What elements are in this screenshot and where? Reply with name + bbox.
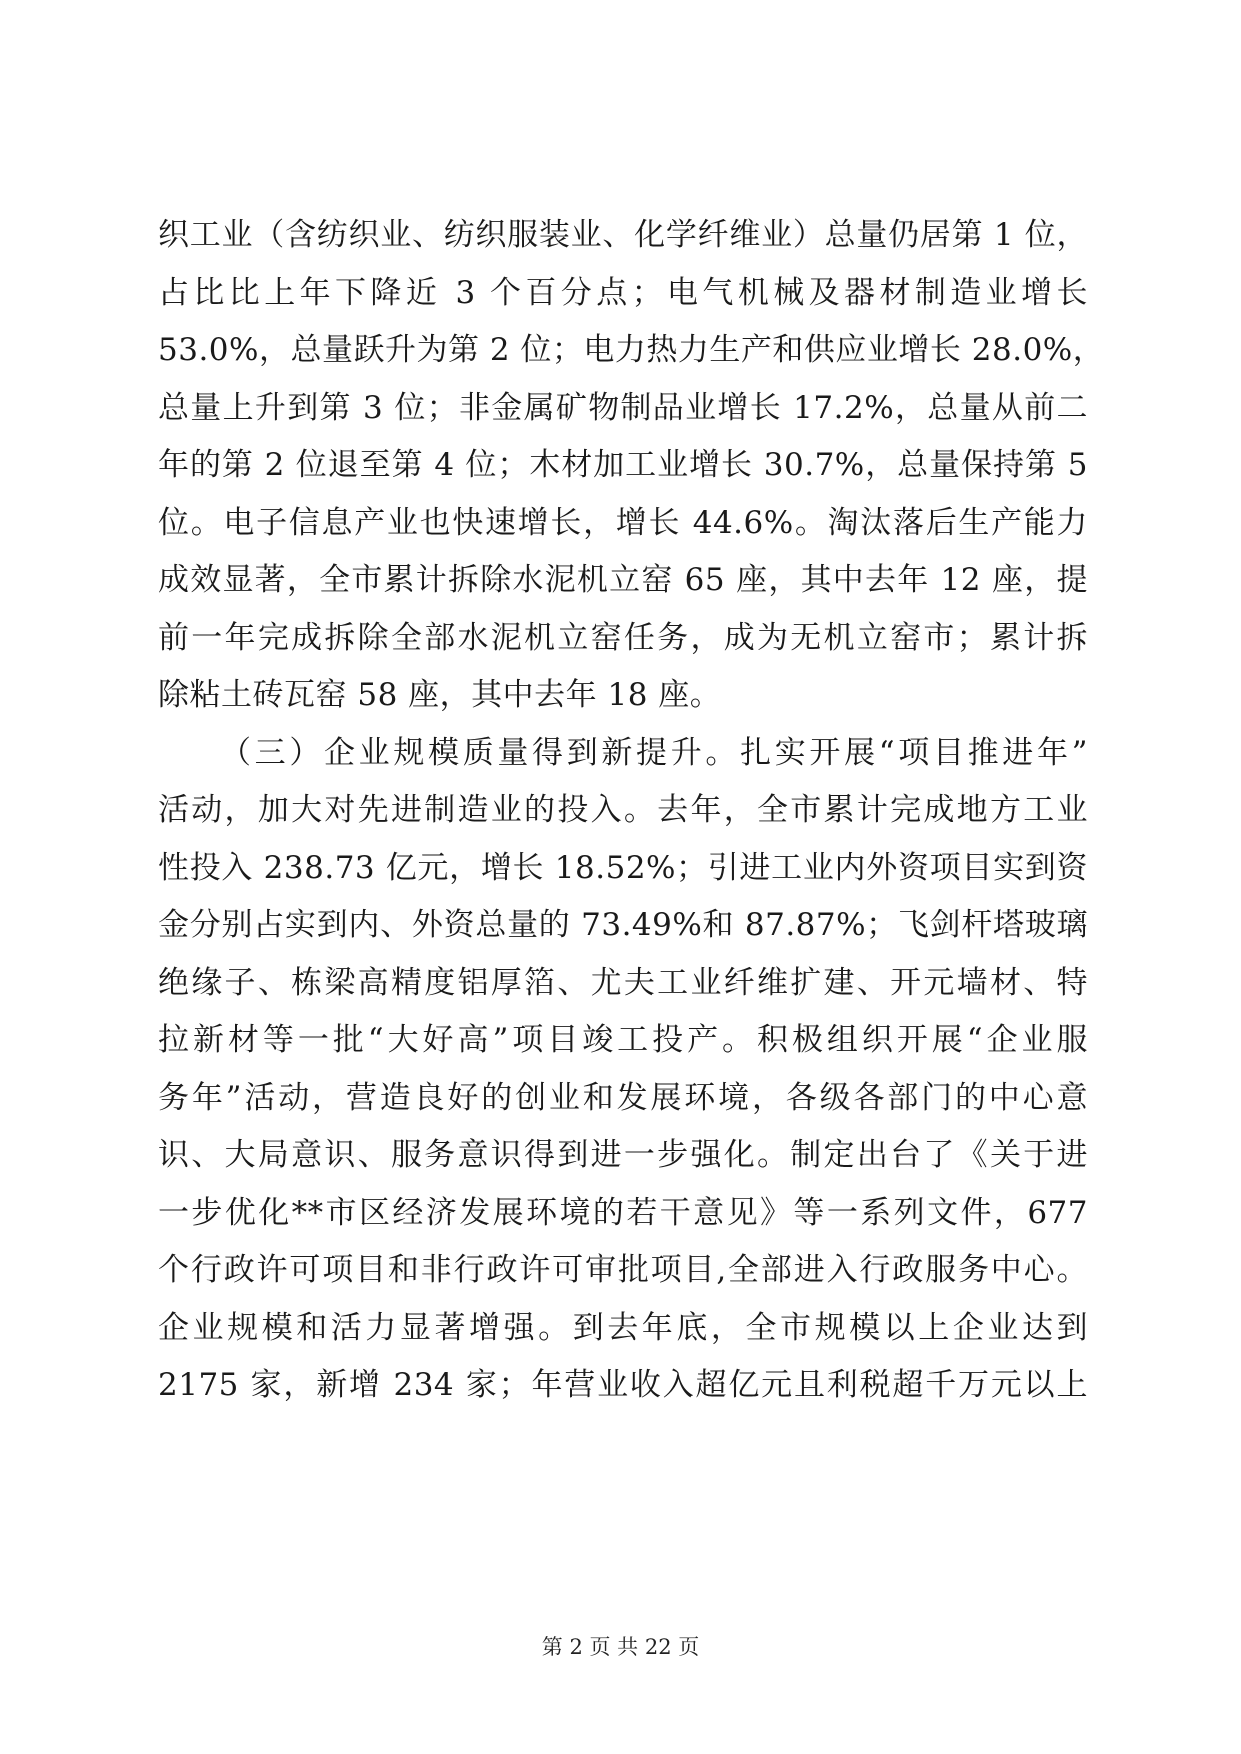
text-line: 53.0%，总量跃升为第 2 位；电力热力生产和供应业增长 28.0%， xyxy=(158,332,1105,368)
text-line: 位。电子信息产业也快速增长，增长 44.6%。淘汰落后生产能力 xyxy=(158,504,1088,541)
body-text xyxy=(158,207,1105,1415)
text-line: 占比比上年下降近 3 个百分点；电气机械及器材制造业增长 xyxy=(158,274,1088,311)
paragraph-heading-line: （三）企业规模质量得到新提升。扎实开展“项目推进年” xyxy=(220,734,1088,771)
text-line: 活动，加大对先进制造业的投入。去年，全市累计完成地方工业 xyxy=(158,792,1088,828)
text-line: 总量上升到第 3 位；非金属矿物制品业增长 17.2%，总量从前二 xyxy=(158,389,1088,426)
text-line: 企业规模和活力显著增强。到去年底，全市规模以上企业达到 xyxy=(158,1309,1088,1346)
page-number-footer: 第 2 页 共 22 页 xyxy=(541,1635,700,1659)
text-line: 年的第 2 位退至第 4 位；木材加工业增长 30.7%，总量保持第 5 xyxy=(158,447,1088,483)
text-line: 务年”活动，营造良好的创业和发展环境，各级各部门的中心意 xyxy=(158,1079,1088,1116)
text-line: 2175 家，新增 234 家；年营业收入超亿元且利税超千万元以上 xyxy=(158,1367,1088,1403)
text-line: 绝缘子、栋梁高精度铝厚箔、尤夫工业纤维扩建、开元墙材、特 xyxy=(158,964,1088,1001)
text-line: 拉新材等一批“大好高”项目竣工投产。积极组织开展“企业服 xyxy=(158,1022,1088,1058)
text-line: 性投入 238.73 亿元，增长 18.52%；引进工业内外资项目实到资 xyxy=(158,849,1088,886)
text-line: 织工业（含纺织业、纺织服装业、化学纤维业）总量仍居第 1 位， xyxy=(158,217,1088,253)
text-line: 金分别占实到内、外资总量的 73.49%和 87.87%；飞剑杆塔玻璃 xyxy=(158,907,1088,943)
text-line: 一步优化**市区经济发展环境的若干意见》等一系列文件，677 xyxy=(158,1194,1088,1231)
text-line: 除粘土砖瓦窑 58 座，其中去年 18 座。 xyxy=(158,677,722,713)
text-line: 识、大局意识、服务意识得到进一步强化。制定出台了《关于进 xyxy=(158,1137,1088,1173)
text-line: 成效显著，全市累计拆除水泥机立窑 65 座，其中去年 12 座，提 xyxy=(158,562,1088,598)
text-line: 前一年完成拆除全部水泥机立窑任务，成为无机立窑市；累计拆 xyxy=(158,619,1088,656)
text-line: 个行政许可项目和非行政许可审批项目,全部进入行政服务中心。 xyxy=(158,1252,1088,1288)
